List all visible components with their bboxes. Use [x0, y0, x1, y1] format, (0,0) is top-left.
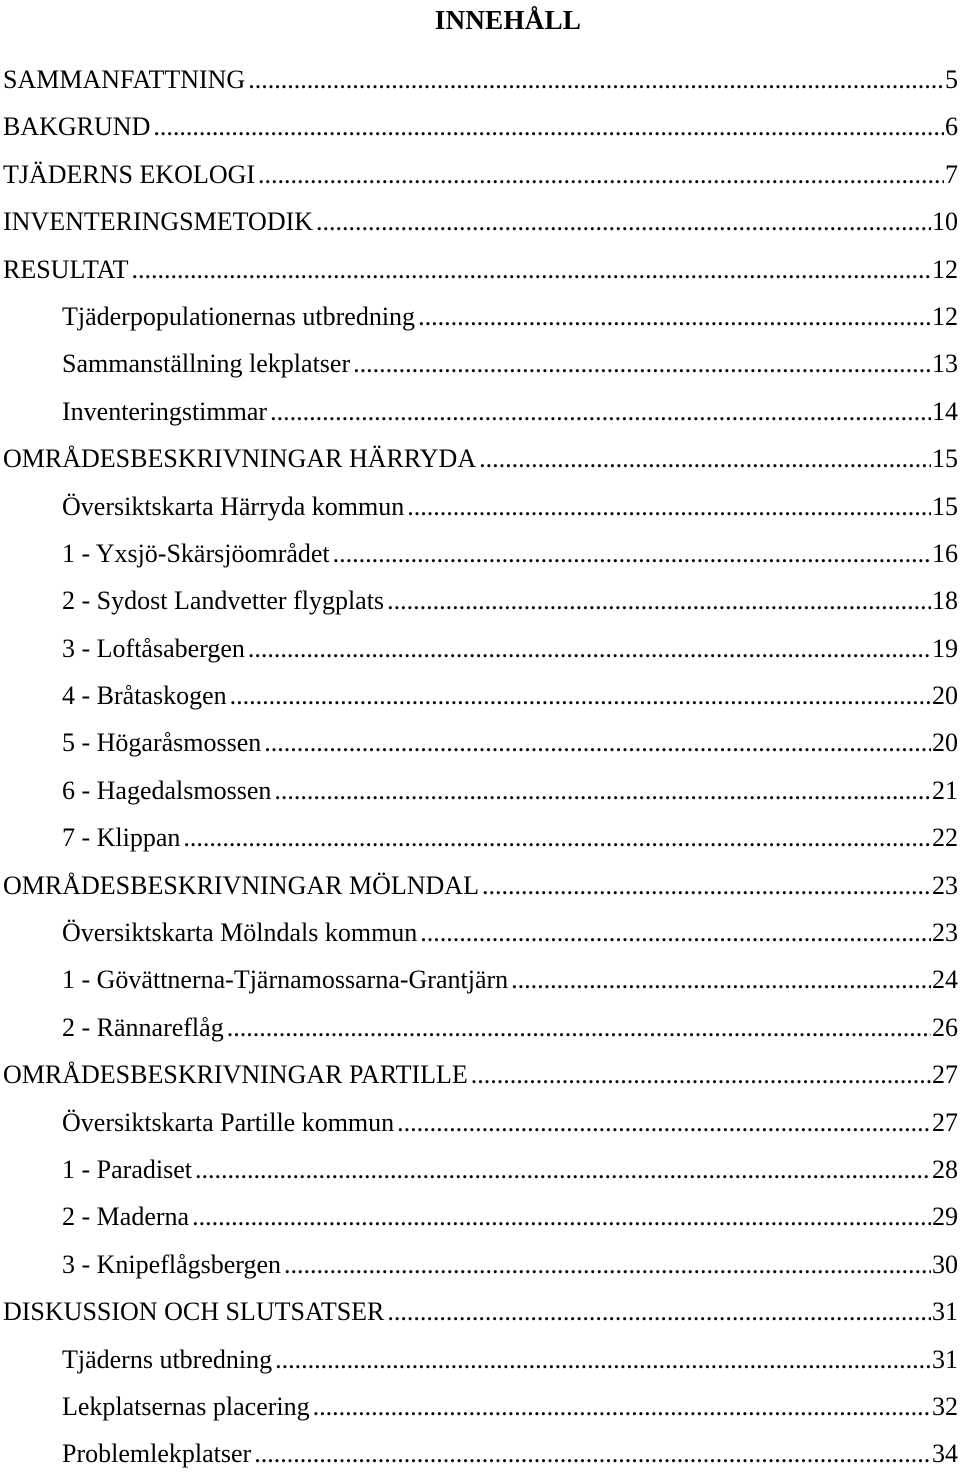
toc-entry-label: OMRÅDESBESKRIVNINGAR HÄRRYDA — [3, 444, 477, 474]
toc-entry-page: 6 — [945, 112, 958, 142]
toc-entry-page: 21 — [932, 775, 958, 805]
toc-entry-tjaderns-ekologi[interactable] — [3, 151, 958, 198]
dot-leader — [387, 577, 931, 624]
toc-entry-inventeringstimmar[interactable] — [3, 388, 958, 435]
toc-entry-page: 19 — [932, 633, 958, 663]
dot-leader — [153, 103, 944, 150]
toc-entry-page: 22 — [932, 823, 958, 853]
toc-entry-page: 18 — [932, 586, 958, 616]
dot-leader — [479, 435, 931, 482]
toc-entry-label: Inventeringstimmar — [62, 396, 268, 426]
toc-entry-label: BAKGRUND — [3, 112, 151, 142]
toc-entry-label: OMRÅDESBESKRIVNINGAR PARTILLE — [3, 1060, 468, 1090]
dot-leader — [482, 862, 931, 909]
toc-entry-rannareflag[interactable] — [3, 1004, 958, 1051]
toc-entry-label: Lekplatsernas placering — [62, 1391, 310, 1421]
toc-entry-omradesbeskrivningar-harryda[interactable] — [3, 435, 958, 482]
toc-entry-problemlekplatser[interactable] — [3, 1430, 958, 1477]
toc-entry-label: 1 - Paradiset — [62, 1154, 192, 1184]
toc-entry-oversiktskarta-molndal[interactable] — [3, 909, 958, 956]
toc-entry-knipeflagsbergen[interactable] — [3, 1241, 958, 1288]
dot-leader — [284, 1241, 931, 1288]
toc-entry-label: 2 - Rännareflåg — [62, 1012, 224, 1042]
toc-entry-omradesbeskrivningar-partille[interactable] — [3, 1051, 958, 1098]
dot-leader — [353, 340, 931, 387]
dot-leader — [316, 198, 931, 245]
dot-leader — [420, 909, 931, 956]
dot-leader — [227, 1004, 931, 1051]
toc-entry-sammanstallning-lekplatser[interactable] — [3, 340, 958, 387]
toc-entry-label: 4 - Bråtaskogen — [62, 681, 227, 711]
dot-leader — [132, 246, 931, 293]
toc-entry-label: DISKUSSION OCH SLUTSATSER — [3, 1297, 385, 1327]
toc-entry-page: 31 — [932, 1297, 958, 1327]
dot-leader — [183, 814, 931, 861]
toc-entry-page: 15 — [932, 444, 958, 474]
toc-entry-label: INVENTERINGSMETODIK — [3, 207, 314, 237]
toc-entry-page: 34 — [932, 1439, 958, 1469]
toc-entry-page: 24 — [932, 965, 958, 995]
dot-leader — [387, 1288, 931, 1335]
toc-entry-label: Översiktskarta Härryda kommun — [62, 491, 405, 521]
toc-entry-page: 26 — [932, 1012, 958, 1042]
toc-entry-lekplatsernas-placering[interactable] — [3, 1383, 958, 1430]
toc-entry-label: RESULTAT — [3, 254, 129, 284]
toc-entry-page: 30 — [932, 1249, 958, 1279]
dot-leader — [511, 956, 931, 1003]
toc-entry-page: 10 — [932, 207, 958, 237]
dot-leader — [274, 767, 931, 814]
toc-entry-label: 5 - Högaråsmossen — [62, 728, 262, 758]
toc-entry-brataskogen[interactable] — [3, 672, 958, 719]
toc-entry-bakgrund[interactable] — [3, 103, 958, 150]
toc-entry-page: 5 — [945, 65, 958, 94]
dot-leader — [248, 625, 931, 672]
toc-entry-yxsjo-skarsjoomradet[interactable] — [3, 530, 958, 577]
dot-leader — [230, 672, 931, 719]
toc-entry-label: 3 - Knipeflågsbergen — [62, 1249, 282, 1279]
toc-entry-page: 28 — [932, 1154, 958, 1184]
toc-entry-page: 14 — [932, 396, 958, 426]
toc-entry-label: 1 - Yxsjö-Skärsjöområdet — [62, 538, 330, 568]
toc-entry-label: 2 - Sydost Landvetter flygplats — [62, 586, 385, 616]
toc-entry-oversiktskarta-partille[interactable] — [3, 1099, 958, 1146]
toc-entry-page: 12 — [932, 254, 958, 284]
toc-entry-loftasabergen[interactable] — [3, 625, 958, 672]
dot-leader — [333, 530, 931, 577]
toc-entry-label: Problemlekplatser — [62, 1439, 252, 1469]
toc-entry-label: 7 - Klippan — [62, 823, 181, 853]
toc-entry-label: SAMMANFATTNING — [3, 65, 246, 94]
toc-entry-hagedalsmossen[interactable] — [3, 767, 958, 814]
toc-heading: INNEHÅLL — [434, 5, 582, 35]
toc-entry-label: Översiktskarta Partille kommun — [62, 1107, 395, 1137]
dot-leader — [248, 56, 944, 103]
toc-entry-label: 1 - Gövättnerna-Tjärnamossarna-Grantjärn — [62, 965, 509, 995]
toc-entry-govatterna-tjarnamossarna-grantjarn[interactable] — [3, 956, 958, 1003]
toc-entry-page: 27 — [932, 1060, 958, 1090]
toc-entry-label: Tjäderns utbredning — [62, 1344, 273, 1374]
toc-entry-page: 23 — [932, 918, 958, 948]
toc-entry-page: 12 — [932, 301, 958, 331]
toc-entry-page: 31 — [932, 1344, 958, 1374]
table-of-contents — [3, 56, 958, 1478]
dot-leader — [407, 483, 931, 530]
dot-leader — [418, 293, 931, 340]
toc-entry-label: OMRÅDESBESKRIVNINGAR MÖLNDAL — [3, 870, 479, 900]
toc-entry-omradesbeskrivningar-molndal[interactable] — [3, 862, 958, 909]
dot-leader — [397, 1099, 931, 1146]
toc-entry-label: Översiktskarta Mölndals kommun — [62, 918, 418, 948]
toc-entry-sammanfattning[interactable] — [3, 56, 958, 103]
toc-entry-page: 32 — [932, 1391, 958, 1421]
toc-entry-label: TJÄDERNS EKOLOGI — [3, 159, 256, 189]
dot-leader — [192, 1193, 931, 1240]
toc-entry-inventeringsmetodik[interactable] — [3, 198, 958, 245]
toc-entry-page: 23 — [932, 870, 958, 900]
toc-entry-tjaderns-utbredning[interactable] — [3, 1336, 958, 1383]
toc-entry-hogarasmossen[interactable] — [3, 719, 958, 766]
dot-leader — [264, 719, 931, 766]
toc-entry-oversiktskarta-harryda[interactable] — [3, 483, 958, 530]
toc-entry-label: 2 - Maderna — [62, 1202, 190, 1232]
toc-entry-tjaderpopulationernas-utbredning[interactable] — [3, 293, 958, 340]
toc-entry-maderna[interactable] — [3, 1193, 958, 1240]
toc-entry-page: 20 — [932, 681, 958, 711]
toc-entry-paradiset[interactable] — [3, 1146, 958, 1193]
toc-entry-diskussion-och-slutsatser[interactable] — [3, 1288, 958, 1335]
toc-entry-resultat[interactable] — [3, 246, 958, 293]
toc-entry-page: 13 — [932, 349, 958, 379]
toc-entry-label: 6 - Hagedalsmossen — [62, 775, 272, 805]
dot-leader — [270, 388, 931, 435]
toc-entry-label: Sammanställning lekplatser — [62, 349, 351, 379]
dot-leader — [254, 1430, 931, 1477]
toc-entry-label: Tjäderpopulationernas utbredning — [62, 301, 416, 331]
toc-entry-page: 20 — [932, 728, 958, 758]
dot-leader — [313, 1383, 931, 1430]
dot-leader — [258, 151, 944, 198]
toc-entry-page: 29 — [932, 1202, 958, 1232]
dot-leader — [195, 1146, 931, 1193]
toc-entry-label: 3 - Loftåsabergen — [62, 633, 245, 663]
toc-entry-page: 15 — [932, 491, 958, 521]
toc-entry-klippan[interactable] — [3, 814, 958, 861]
toc-entry-sydost-landvetter-flygplats[interactable] — [3, 577, 958, 624]
toc-entry-page: 27 — [932, 1107, 958, 1137]
toc-entry-page: 16 — [932, 538, 958, 568]
dot-leader — [275, 1336, 931, 1383]
dot-leader — [471, 1051, 931, 1098]
toc-entry-page: 7 — [945, 159, 958, 189]
